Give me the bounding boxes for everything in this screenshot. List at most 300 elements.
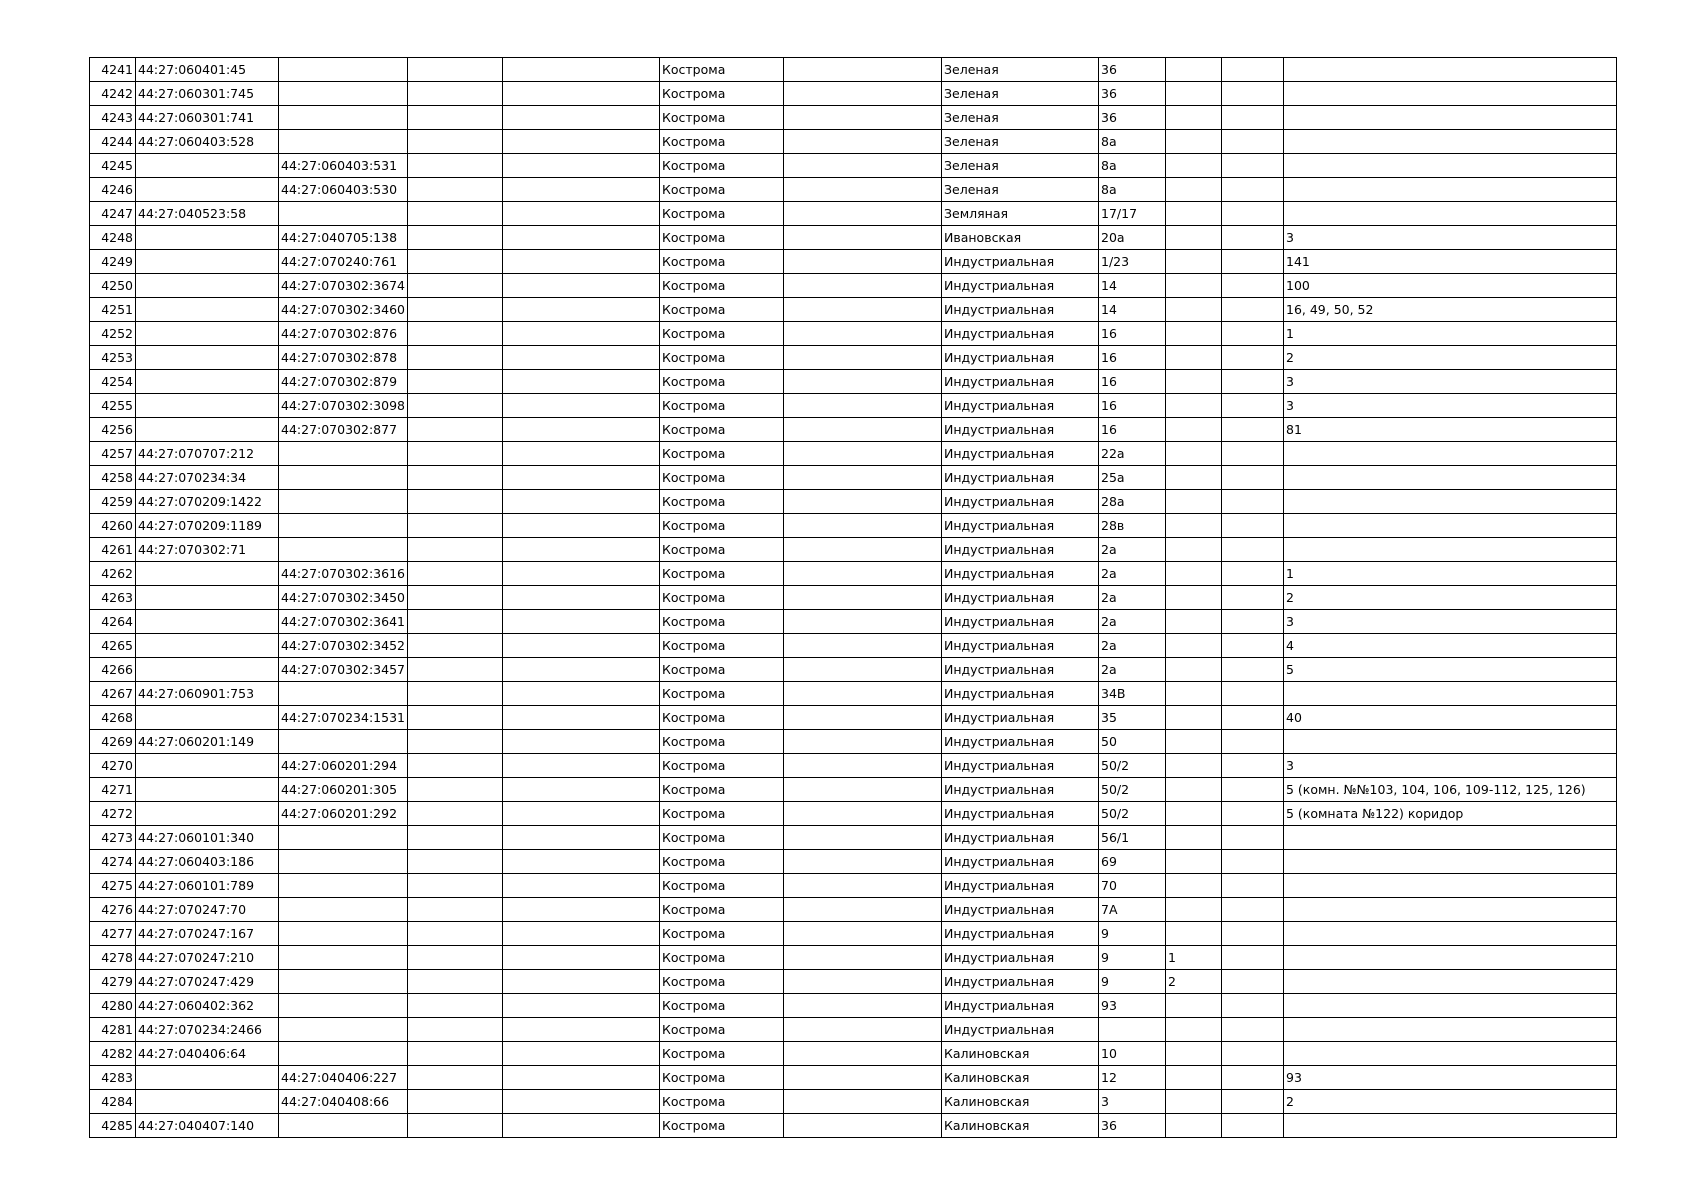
row-number-cell: 4254 (90, 370, 136, 394)
cadastral-number-cell: 44:27:070302:71 (136, 538, 279, 562)
col-11-cell (1222, 250, 1284, 274)
apartment-cell: 3 (1284, 226, 1617, 250)
house-number-cell: 3 (1099, 1090, 1166, 1114)
city-cell: Кострома (660, 922, 784, 946)
city-cell: Кострома (660, 1114, 784, 1138)
house-number-cell: 9 (1099, 946, 1166, 970)
building-cell (1166, 106, 1222, 130)
col-11-cell (1222, 58, 1284, 82)
col-5-cell (503, 946, 660, 970)
col-11-cell (1222, 586, 1284, 610)
col-5-cell (503, 418, 660, 442)
col-5-cell (503, 682, 660, 706)
col-7-cell (784, 298, 942, 322)
col-11-cell (1222, 634, 1284, 658)
city-cell: Кострома (660, 994, 784, 1018)
city-cell: Кострома (660, 274, 784, 298)
street-cell: Индустриальная (942, 586, 1099, 610)
col-4-cell (408, 418, 503, 442)
building-cell (1166, 202, 1222, 226)
col-7-cell (784, 994, 942, 1018)
cadastral-number-cell: 44:27:070209:1189 (136, 514, 279, 538)
cadastral-number-cell (136, 154, 279, 178)
table-row (90, 178, 1617, 202)
house-number-cell: 2а (1099, 538, 1166, 562)
building-cell (1166, 706, 1222, 730)
col-5-cell (503, 538, 660, 562)
col-7-cell (784, 322, 942, 346)
house-number-cell: 16 (1099, 418, 1166, 442)
row-number-cell: 4258 (90, 466, 136, 490)
col-11-cell (1222, 322, 1284, 346)
building-cell (1166, 1114, 1222, 1138)
building-cell (1166, 298, 1222, 322)
cadastral-number-cell (136, 418, 279, 442)
cadastral-number-cell (136, 274, 279, 298)
col-5-cell (503, 634, 660, 658)
linked-cadastral-number-cell (279, 730, 408, 754)
table-row (90, 682, 1617, 706)
city-cell: Кострома (660, 802, 784, 826)
row-number-cell: 4244 (90, 130, 136, 154)
linked-cadastral-number-cell: 44:27:060201:294 (279, 754, 408, 778)
street-cell: Индустриальная (942, 250, 1099, 274)
cadastral-number-cell: 44:27:070247:429 (136, 970, 279, 994)
city-cell: Кострома (660, 1066, 784, 1090)
city-cell: Кострома (660, 634, 784, 658)
col-5-cell (503, 1090, 660, 1114)
col-4-cell (408, 1114, 503, 1138)
col-7-cell (784, 586, 942, 610)
city-cell: Кострома (660, 154, 784, 178)
table-row (90, 226, 1617, 250)
apartment-cell (1284, 850, 1617, 874)
row-number-cell: 4247 (90, 202, 136, 226)
col-4-cell (408, 754, 503, 778)
house-number-cell: 2а (1099, 658, 1166, 682)
col-11-cell (1222, 178, 1284, 202)
building-cell (1166, 730, 1222, 754)
building-cell (1166, 346, 1222, 370)
house-number-cell: 28а (1099, 490, 1166, 514)
city-cell: Кострома (660, 874, 784, 898)
building-cell (1166, 922, 1222, 946)
col-5-cell (503, 850, 660, 874)
cadastral-number-cell: 44:27:060101:340 (136, 826, 279, 850)
table-row (90, 442, 1617, 466)
table-row (90, 802, 1617, 826)
row-number-cell: 4273 (90, 826, 136, 850)
linked-cadastral-number-cell (279, 466, 408, 490)
table-row (90, 826, 1617, 850)
house-number-cell: 93 (1099, 994, 1166, 1018)
table-row (90, 874, 1617, 898)
cadastral-number-cell: 44:27:060301:745 (136, 82, 279, 106)
table-row (90, 898, 1617, 922)
col-5-cell (503, 1042, 660, 1066)
table-row (90, 610, 1617, 634)
street-cell: Индустриальная (942, 706, 1099, 730)
linked-cadastral-number-cell: 44:27:070302:3674 (279, 274, 408, 298)
street-cell: Зеленая (942, 82, 1099, 106)
building-cell (1166, 442, 1222, 466)
data-table (89, 57, 1617, 1138)
linked-cadastral-number-cell (279, 922, 408, 946)
col-5-cell (503, 562, 660, 586)
table-row (90, 298, 1617, 322)
col-4-cell (408, 682, 503, 706)
city-cell: Кострома (660, 586, 784, 610)
linked-cadastral-number-cell: 44:27:070302:876 (279, 322, 408, 346)
col-4-cell (408, 322, 503, 346)
building-cell (1166, 250, 1222, 274)
street-cell: Индустриальная (942, 874, 1099, 898)
street-cell: Калиновская (942, 1066, 1099, 1090)
cadastral-number-cell: 44:27:070234:34 (136, 466, 279, 490)
cadastral-number-cell: 44:27:070707:212 (136, 442, 279, 466)
apartment-cell (1284, 1018, 1617, 1042)
house-number-cell: 28в (1099, 514, 1166, 538)
table-row (90, 250, 1617, 274)
building-cell (1166, 274, 1222, 298)
col-7-cell (784, 130, 942, 154)
apartment-cell (1284, 1042, 1617, 1066)
house-number-cell: 22а (1099, 442, 1166, 466)
linked-cadastral-number-cell: 44:27:070302:3450 (279, 586, 408, 610)
linked-cadastral-number-cell: 44:27:070302:879 (279, 370, 408, 394)
linked-cadastral-number-cell: 44:27:070302:3452 (279, 634, 408, 658)
linked-cadastral-number-cell: 44:27:060403:531 (279, 154, 408, 178)
col-11-cell (1222, 346, 1284, 370)
city-cell: Кострома (660, 130, 784, 154)
col-7-cell (784, 154, 942, 178)
linked-cadastral-number-cell (279, 682, 408, 706)
city-cell: Кострома (660, 418, 784, 442)
city-cell: Кострома (660, 1042, 784, 1066)
col-4-cell (408, 730, 503, 754)
house-number-cell (1099, 1018, 1166, 1042)
col-5-cell (503, 394, 660, 418)
col-7-cell (784, 250, 942, 274)
linked-cadastral-number-cell (279, 82, 408, 106)
street-cell: Индустриальная (942, 682, 1099, 706)
cadastral-number-cell: 44:27:040407:140 (136, 1114, 279, 1138)
apartment-cell (1284, 466, 1617, 490)
building-cell (1166, 1042, 1222, 1066)
cadastral-number-cell (136, 586, 279, 610)
col-4-cell (408, 250, 503, 274)
col-11-cell (1222, 802, 1284, 826)
table-row (90, 778, 1617, 802)
linked-cadastral-number-cell (279, 826, 408, 850)
table-row (90, 1114, 1617, 1138)
linked-cadastral-number-cell: 44:27:070302:3641 (279, 610, 408, 634)
col-7-cell (784, 658, 942, 682)
row-number-cell: 4278 (90, 946, 136, 970)
row-number-cell: 4284 (90, 1090, 136, 1114)
city-cell: Кострома (660, 538, 784, 562)
apartment-cell (1284, 538, 1617, 562)
col-7-cell (784, 466, 942, 490)
col-7-cell (784, 706, 942, 730)
col-4-cell (408, 370, 503, 394)
street-cell: Индустриальная (942, 610, 1099, 634)
linked-cadastral-number-cell (279, 898, 408, 922)
building-cell (1166, 586, 1222, 610)
row-number-cell: 4260 (90, 514, 136, 538)
street-cell: Индустриальная (942, 514, 1099, 538)
linked-cadastral-number-cell: 44:27:040406:227 (279, 1066, 408, 1090)
building-cell (1166, 802, 1222, 826)
apartment-cell: 1 (1284, 322, 1617, 346)
city-cell: Кострома (660, 394, 784, 418)
apartment-cell: 2 (1284, 346, 1617, 370)
street-cell: Индустриальная (942, 634, 1099, 658)
apartment-cell: 2 (1284, 1090, 1617, 1114)
city-cell: Кострома (660, 754, 784, 778)
city-cell: Кострома (660, 442, 784, 466)
building-cell (1166, 394, 1222, 418)
street-cell: Индустриальная (942, 946, 1099, 970)
row-number-cell: 4253 (90, 346, 136, 370)
linked-cadastral-number-cell: 44:27:070302:3098 (279, 394, 408, 418)
table-row (90, 370, 1617, 394)
col-5-cell (503, 970, 660, 994)
col-11-cell (1222, 466, 1284, 490)
col-11-cell (1222, 274, 1284, 298)
col-4-cell (408, 298, 503, 322)
col-11-cell (1222, 226, 1284, 250)
building-cell (1166, 466, 1222, 490)
col-5-cell (503, 250, 660, 274)
col-4-cell (408, 1090, 503, 1114)
building-cell (1166, 370, 1222, 394)
linked-cadastral-number-cell: 44:27:070302:877 (279, 418, 408, 442)
apartment-cell (1284, 514, 1617, 538)
building-cell (1166, 322, 1222, 346)
house-number-cell: 9 (1099, 922, 1166, 946)
house-number-cell: 7А (1099, 898, 1166, 922)
col-7-cell (784, 730, 942, 754)
col-11-cell (1222, 106, 1284, 130)
col-5-cell (503, 1114, 660, 1138)
col-7-cell (784, 946, 942, 970)
col-5-cell (503, 514, 660, 538)
col-11-cell (1222, 1066, 1284, 1090)
linked-cadastral-number-cell (279, 130, 408, 154)
linked-cadastral-number-cell: 44:27:070302:3457 (279, 658, 408, 682)
street-cell: Индустриальная (942, 994, 1099, 1018)
house-number-cell: 36 (1099, 82, 1166, 106)
house-number-cell: 70 (1099, 874, 1166, 898)
col-7-cell (784, 538, 942, 562)
linked-cadastral-number-cell (279, 850, 408, 874)
col-7-cell (784, 1018, 942, 1042)
col-7-cell (784, 898, 942, 922)
col-7-cell (784, 826, 942, 850)
street-cell: Зеленая (942, 130, 1099, 154)
col-4-cell (408, 994, 503, 1018)
table-row (90, 346, 1617, 370)
row-number-cell: 4276 (90, 898, 136, 922)
col-11-cell (1222, 394, 1284, 418)
col-4-cell (408, 610, 503, 634)
city-cell: Кострома (660, 706, 784, 730)
house-number-cell: 16 (1099, 394, 1166, 418)
row-number-cell: 4268 (90, 706, 136, 730)
cadastral-number-cell (136, 658, 279, 682)
row-number-cell: 4250 (90, 274, 136, 298)
apartment-cell: 1 (1284, 562, 1617, 586)
col-4-cell (408, 154, 503, 178)
col-7-cell (784, 802, 942, 826)
linked-cadastral-number-cell (279, 514, 408, 538)
col-5-cell (503, 778, 660, 802)
street-cell: Индустриальная (942, 490, 1099, 514)
col-5-cell (503, 1018, 660, 1042)
city-cell: Кострома (660, 970, 784, 994)
apartment-cell: 3 (1284, 610, 1617, 634)
col-11-cell (1222, 490, 1284, 514)
col-11-cell (1222, 778, 1284, 802)
apartment-cell (1284, 202, 1617, 226)
apartment-cell (1284, 178, 1617, 202)
house-number-cell: 8а (1099, 154, 1166, 178)
city-cell: Кострома (660, 1090, 784, 1114)
table-row (90, 1090, 1617, 1114)
building-cell (1166, 178, 1222, 202)
table-row (90, 922, 1617, 946)
col-5-cell (503, 658, 660, 682)
col-5-cell (503, 274, 660, 298)
col-7-cell (784, 346, 942, 370)
house-number-cell: 16 (1099, 346, 1166, 370)
col-11-cell (1222, 706, 1284, 730)
col-5-cell (503, 442, 660, 466)
col-11-cell (1222, 1114, 1284, 1138)
cadastral-number-cell (136, 562, 279, 586)
house-number-cell: 14 (1099, 274, 1166, 298)
street-cell: Калиновская (942, 1114, 1099, 1138)
city-cell: Кострома (660, 826, 784, 850)
row-number-cell: 4272 (90, 802, 136, 826)
linked-cadastral-number-cell (279, 1042, 408, 1066)
house-number-cell: 20а (1099, 226, 1166, 250)
table-row (90, 562, 1617, 586)
cadastral-number-cell (136, 634, 279, 658)
row-number-cell: 4242 (90, 82, 136, 106)
building-cell: 1 (1166, 946, 1222, 970)
street-cell: Индустриальная (942, 658, 1099, 682)
col-4-cell (408, 58, 503, 82)
col-7-cell (784, 178, 942, 202)
col-4-cell (408, 922, 503, 946)
street-cell: Индустриальная (942, 850, 1099, 874)
table-row (90, 202, 1617, 226)
linked-cadastral-number-cell: 44:27:060201:305 (279, 778, 408, 802)
house-number-cell: 8а (1099, 178, 1166, 202)
col-5-cell (503, 322, 660, 346)
linked-cadastral-number-cell (279, 442, 408, 466)
cadastral-number-cell: 44:27:060403:528 (136, 130, 279, 154)
house-number-cell: 10 (1099, 1042, 1166, 1066)
table-row (90, 154, 1617, 178)
house-number-cell: 36 (1099, 1114, 1166, 1138)
building-cell (1166, 490, 1222, 514)
building-cell (1166, 754, 1222, 778)
street-cell: Калиновская (942, 1090, 1099, 1114)
table-row (90, 658, 1617, 682)
col-11-cell (1222, 658, 1284, 682)
col-7-cell (784, 634, 942, 658)
col-7-cell (784, 562, 942, 586)
linked-cadastral-number-cell (279, 58, 408, 82)
row-number-cell: 4266 (90, 658, 136, 682)
house-number-cell: 17/17 (1099, 202, 1166, 226)
col-4-cell (408, 946, 503, 970)
row-number-cell: 4270 (90, 754, 136, 778)
apartment-cell (1284, 82, 1617, 106)
apartment-cell (1284, 1114, 1617, 1138)
col-7-cell (784, 370, 942, 394)
col-4-cell (408, 1018, 503, 1042)
col-11-cell (1222, 730, 1284, 754)
city-cell: Кострома (660, 730, 784, 754)
col-4-cell (408, 586, 503, 610)
house-number-cell: 9 (1099, 970, 1166, 994)
house-number-cell: 2а (1099, 634, 1166, 658)
table-row (90, 58, 1617, 82)
table-row (90, 970, 1617, 994)
row-number-cell: 4255 (90, 394, 136, 418)
street-cell: Зеленая (942, 106, 1099, 130)
table-body (90, 58, 1617, 1138)
linked-cadastral-number-cell: 44:27:070302:878 (279, 346, 408, 370)
row-number-cell: 4262 (90, 562, 136, 586)
linked-cadastral-number-cell (279, 538, 408, 562)
city-cell: Кострома (660, 562, 784, 586)
house-number-cell: 50 (1099, 730, 1166, 754)
apartment-cell (1284, 154, 1617, 178)
linked-cadastral-number-cell (279, 970, 408, 994)
linked-cadastral-number-cell: 44:27:070302:3616 (279, 562, 408, 586)
street-cell: Индустриальная (942, 1018, 1099, 1042)
row-number-cell: 4281 (90, 1018, 136, 1042)
col-7-cell (784, 1042, 942, 1066)
building-cell (1166, 514, 1222, 538)
col-7-cell (784, 202, 942, 226)
row-number-cell: 4277 (90, 922, 136, 946)
apartment-cell (1284, 106, 1617, 130)
col-11-cell (1222, 418, 1284, 442)
street-cell: Индустриальная (942, 922, 1099, 946)
col-7-cell (784, 754, 942, 778)
city-cell: Кострома (660, 682, 784, 706)
table-row (90, 322, 1617, 346)
apartment-cell: 5 (комната №122) коридор (1284, 802, 1617, 826)
city-cell: Кострома (660, 610, 784, 634)
row-number-cell: 4246 (90, 178, 136, 202)
linked-cadastral-number-cell (279, 490, 408, 514)
col-11-cell (1222, 754, 1284, 778)
row-number-cell: 4285 (90, 1114, 136, 1138)
apartment-cell (1284, 682, 1617, 706)
linked-cadastral-number-cell (279, 106, 408, 130)
linked-cadastral-number-cell: 44:27:060201:292 (279, 802, 408, 826)
row-number-cell: 4267 (90, 682, 136, 706)
row-number-cell: 4269 (90, 730, 136, 754)
col-11-cell (1222, 130, 1284, 154)
